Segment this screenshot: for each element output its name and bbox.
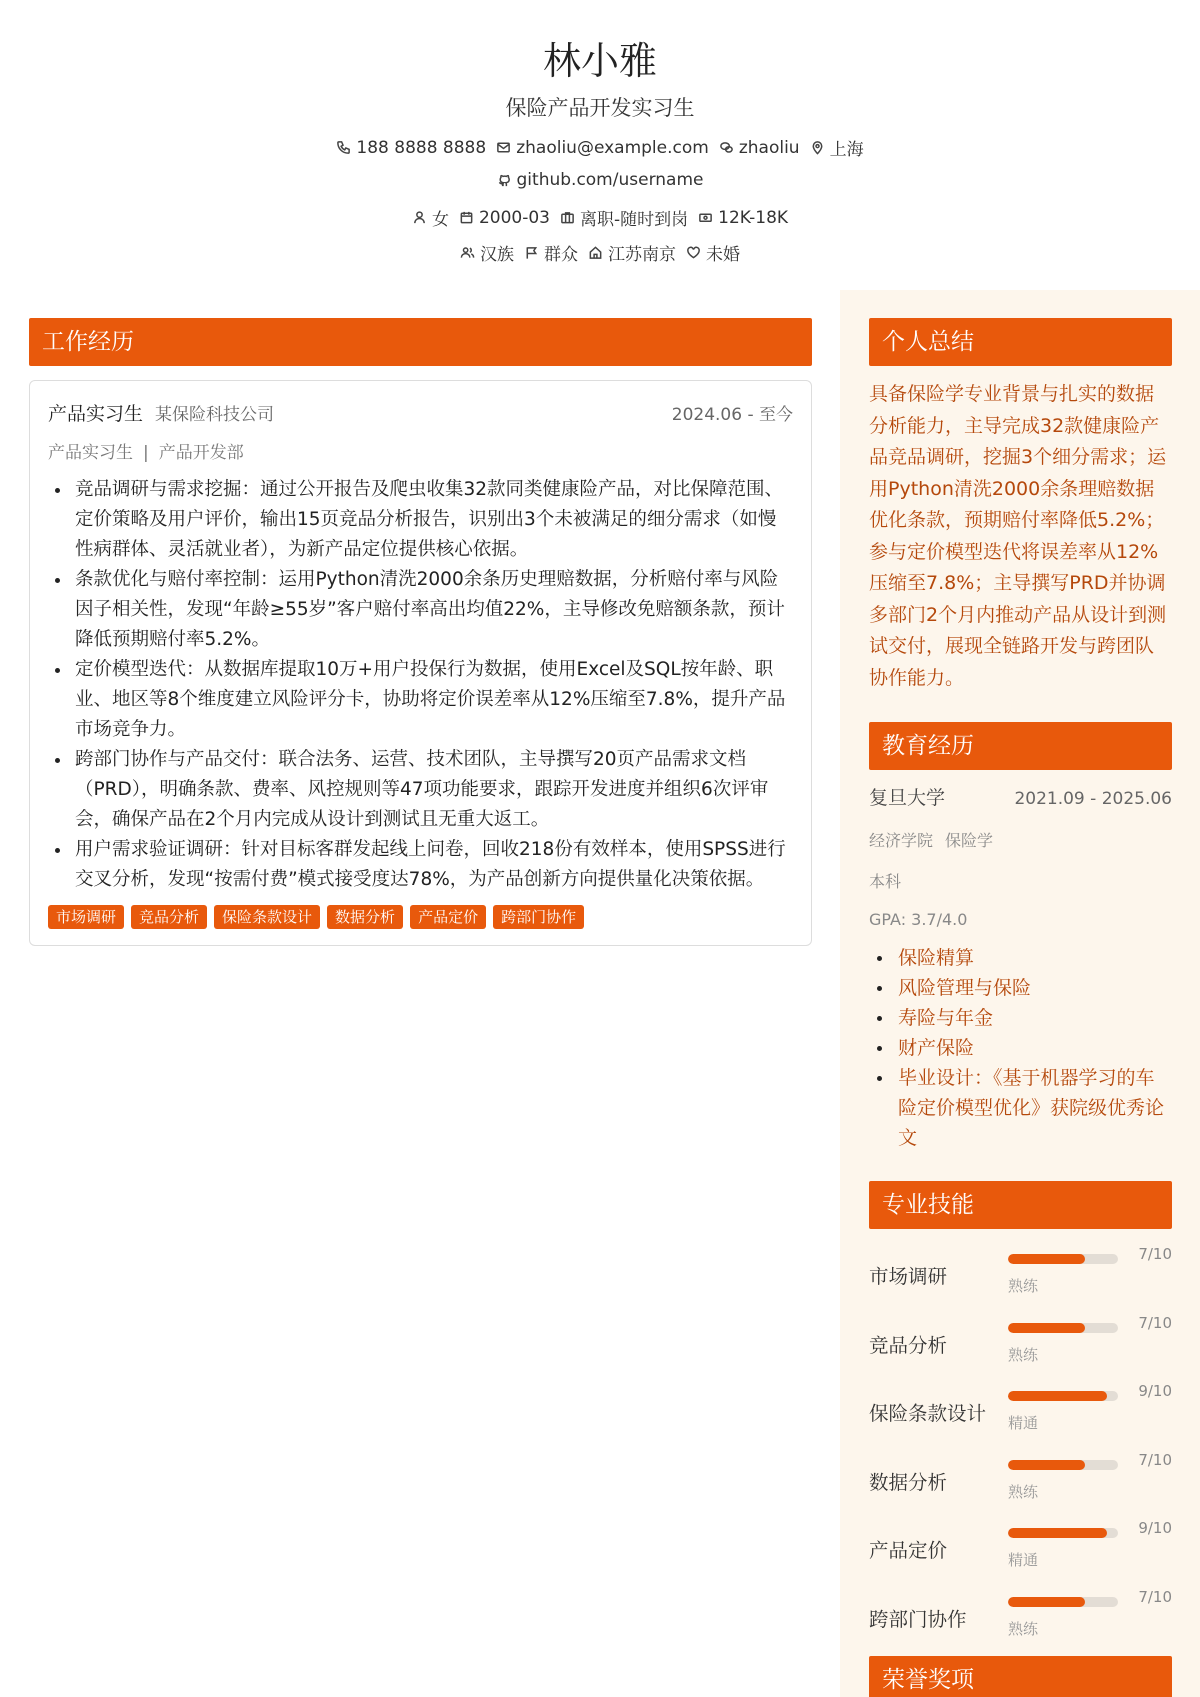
skill-score: 7/10 bbox=[1138, 1245, 1172, 1263]
birth-item bbox=[459, 208, 550, 228]
skill-level: 熟练 bbox=[1008, 1619, 1039, 1638]
phone-item bbox=[336, 138, 486, 158]
job-company: 某保险科技公司 bbox=[155, 405, 275, 425]
skill-row bbox=[869, 1443, 1172, 1512]
skill-name: 产品定价 bbox=[869, 1539, 948, 1562]
skill-name: 市场调研 bbox=[869, 1265, 948, 1288]
personal-row bbox=[0, 205, 1200, 230]
flag-icon bbox=[524, 245, 539, 260]
skill-progress-track bbox=[1008, 1391, 1118, 1401]
skill-level: 精通 bbox=[1008, 1551, 1039, 1569]
heart-icon bbox=[686, 245, 701, 260]
awards-section-title: 荣誉奖项 bbox=[869, 1656, 1172, 1697]
github-icon bbox=[497, 173, 512, 188]
school-name: 复旦大学 bbox=[869, 787, 946, 809]
skill-row bbox=[869, 1580, 1172, 1649]
skill-tags bbox=[48, 905, 793, 929]
skill-score: 9/10 bbox=[1138, 1382, 1172, 1400]
job-sub-role: 产品实习生 bbox=[48, 443, 133, 463]
job-subtitle bbox=[48, 438, 793, 463]
skill-row bbox=[869, 1306, 1172, 1375]
skill-level: 熟练 bbox=[1008, 1482, 1039, 1501]
political-text: 群众 bbox=[544, 245, 578, 265]
summary-text: 具备保险学专业背景与扎实的数据分析能力，主导完成32款健康险产品竞品调研，挖掘3个细分需求；运用Python清洗2000余条理赔数据优化条款，预期赔付率降低5.2%；参与定价模型迭代将误差率从12%压缩至7.8%；主导撰写PRD并协调多部门2个月内推动产品从设计到测试交付，展现全链路开发与跨团队协作能力。 bbox=[869, 383, 1167, 689]
skill-score: 7/10 bbox=[1138, 1587, 1172, 1606]
college-name: 经济学院 bbox=[869, 831, 934, 850]
list-item: 保险精算 bbox=[869, 943, 1172, 973]
list-item: 定价模型迭代：从数据库提取10万+用户投保行为数据，使用Excel及SQL按年龄、职业、地区等8个维度建立风险评分卡，协助将定价误差率从12%压缩至7.8%，提升产品市场竞争力。 bbox=[48, 655, 793, 745]
sidebar-column bbox=[869, 318, 1172, 1697]
skill-progress-fill bbox=[1008, 1597, 1085, 1607]
skill-name: 数据分析 bbox=[869, 1470, 948, 1494]
skill-progress-fill bbox=[1008, 1323, 1085, 1333]
candidate-name: 林小雅 bbox=[542, 39, 657, 83]
salary-text: 12K-18K bbox=[718, 207, 789, 228]
salary-item bbox=[698, 208, 788, 228]
ethnicity-text: 汉族 bbox=[480, 245, 514, 265]
skill-progress-track bbox=[1008, 1254, 1118, 1264]
education-college-line bbox=[869, 828, 1172, 851]
location-icon bbox=[810, 140, 825, 155]
hometown-item bbox=[588, 240, 676, 265]
list-item: 竞品调研与需求挖掘：通过公开报告及爬虫收集32款同类健康险产品，对比保障范围、定价策略及用户评价，输出15页竞品分析报告，识别出3个未被满足的细分需求（如慢性病群体、灵活就业者），为新产品定位提供核心依据。 bbox=[48, 475, 793, 565]
job-card bbox=[29, 380, 812, 946]
list-item: 财产保险 bbox=[869, 1033, 1172, 1063]
skill-name: 保险条款设计 bbox=[869, 1402, 987, 1425]
job-sub-separator: | bbox=[143, 443, 149, 463]
mail-icon bbox=[496, 140, 511, 155]
tag: 市场调研 bbox=[48, 905, 124, 929]
people-icon bbox=[460, 245, 475, 260]
briefcase-icon bbox=[560, 210, 575, 225]
money-icon bbox=[698, 210, 713, 225]
phone-icon bbox=[336, 140, 351, 155]
skill-row bbox=[869, 1237, 1172, 1306]
ethnicity-item bbox=[460, 240, 514, 265]
skills-list bbox=[869, 1237, 1172, 1648]
tag: 竞品分析 bbox=[131, 905, 207, 929]
summary-section-title: 个人总结 bbox=[869, 318, 1172, 366]
skill-progress-fill bbox=[1008, 1460, 1085, 1470]
skill-score: 7/10 bbox=[1138, 1313, 1172, 1332]
status-item bbox=[560, 205, 688, 230]
course-list bbox=[869, 943, 1172, 1153]
email-text: zhaoliu@example.com bbox=[516, 137, 709, 158]
skill-progress-track bbox=[1008, 1460, 1118, 1470]
gpa: GPA: 3.7/4.0 bbox=[869, 910, 968, 929]
main-column bbox=[29, 318, 812, 946]
skill-score: 9/10 bbox=[1138, 1519, 1172, 1537]
person-icon bbox=[412, 210, 427, 225]
list-item: 跨部门协作与产品交付：联合法务、运营、技术团队，主导撰写20页产品需求文档（PRD），明确条款、费率、风控规则等47项功能要求，跟踪开发进度并组织6次评审会，确保产品在2个月内完成从设计到测试且无重大返工。 bbox=[48, 745, 793, 835]
tag: 保险条款设计 bbox=[214, 905, 320, 929]
email-item[interactable] bbox=[496, 138, 709, 158]
hometown-text: 江苏南京 bbox=[608, 245, 676, 265]
job-role: 产品实习生 bbox=[48, 403, 144, 425]
wechat-icon bbox=[719, 140, 734, 155]
birth-text: 2000-03 bbox=[478, 207, 550, 228]
gender-text: 女 bbox=[431, 210, 449, 230]
github-row bbox=[0, 170, 1200, 190]
skill-progress-fill bbox=[1008, 1391, 1107, 1401]
list-item: 用户需求验证调研：针对目标客群发起线上问卷，回收218份有效样本，使用SPSS进行交叉分析，发现“按需付费”模式接受度达78%，为产品创新方向提供量化决策依据。 bbox=[48, 835, 793, 895]
skill-row bbox=[869, 1511, 1172, 1580]
marital-text: 未婚 bbox=[706, 245, 740, 265]
contact-row bbox=[0, 135, 1200, 160]
education-header bbox=[869, 783, 1172, 810]
skill-level: 精通 bbox=[1008, 1414, 1039, 1432]
job-title: 保险产品开发实习生 bbox=[505, 96, 695, 120]
skill-name: 跨部门协作 bbox=[869, 1607, 967, 1631]
skills-section-title: 专业技能 bbox=[869, 1181, 1172, 1229]
status-text: 离职-随时到岗 bbox=[579, 210, 689, 230]
phone-text: 188 8888 8888 bbox=[356, 137, 487, 158]
skill-row bbox=[869, 1374, 1172, 1443]
job-date: 2024.06 - 至今 bbox=[671, 405, 793, 425]
wechat-item bbox=[719, 138, 800, 158]
list-item: 寿险与年金 bbox=[869, 1003, 1172, 1033]
job-header bbox=[48, 399, 793, 426]
skill-score: 7/10 bbox=[1138, 1450, 1172, 1469]
skill-progress-track bbox=[1008, 1597, 1118, 1607]
tag: 数据分析 bbox=[327, 905, 403, 929]
major-name: 保险学 bbox=[945, 831, 994, 850]
calendar-icon bbox=[459, 210, 474, 225]
political-item bbox=[524, 240, 578, 265]
tag: 跨部门协作 bbox=[493, 905, 584, 929]
skill-progress-track bbox=[1008, 1323, 1118, 1333]
job-bullets bbox=[48, 475, 793, 895]
education-section-title: 教育经历 bbox=[869, 722, 1172, 770]
location-text: 上海 bbox=[829, 140, 864, 160]
degree: 本科 bbox=[869, 872, 902, 891]
personal-row-2 bbox=[0, 240, 1200, 265]
job-department: 产品开发部 bbox=[158, 443, 244, 463]
gender-item bbox=[412, 205, 449, 230]
list-item: 风险管理与保险 bbox=[869, 973, 1172, 1003]
skill-progress-track bbox=[1008, 1528, 1118, 1538]
skill-progress-fill bbox=[1008, 1528, 1107, 1538]
github-item[interactable] bbox=[497, 170, 704, 190]
skill-level: 熟练 bbox=[1008, 1277, 1039, 1295]
education-date: 2021.09 - 2025.06 bbox=[1014, 789, 1172, 809]
skill-progress-fill bbox=[1008, 1254, 1085, 1264]
wechat-text: zhaoliu bbox=[738, 137, 800, 158]
skill-name: 竞品分析 bbox=[869, 1333, 948, 1357]
github-text: github.com/username bbox=[516, 170, 704, 190]
list-item: 条款优化与赔付率控制：运用Python清洗2000余条历史理赔数据，分析赔付率与风险因子相关性，发现“年龄≥55岁”客户赔付率高出均值22%，主导修改免赔额条款，预计降低预期赔付率5.2%。 bbox=[48, 565, 793, 655]
work-section-title: 工作经历 bbox=[29, 318, 812, 366]
location-item bbox=[810, 135, 864, 160]
list-item: 毕业设计：《基于机器学习的车险定价模型优化》获院级优秀论文 bbox=[869, 1063, 1172, 1153]
skill-level: 熟练 bbox=[1008, 1345, 1039, 1364]
tag: 产品定价 bbox=[410, 905, 486, 929]
home-icon bbox=[588, 245, 603, 260]
marital-item bbox=[686, 240, 740, 265]
